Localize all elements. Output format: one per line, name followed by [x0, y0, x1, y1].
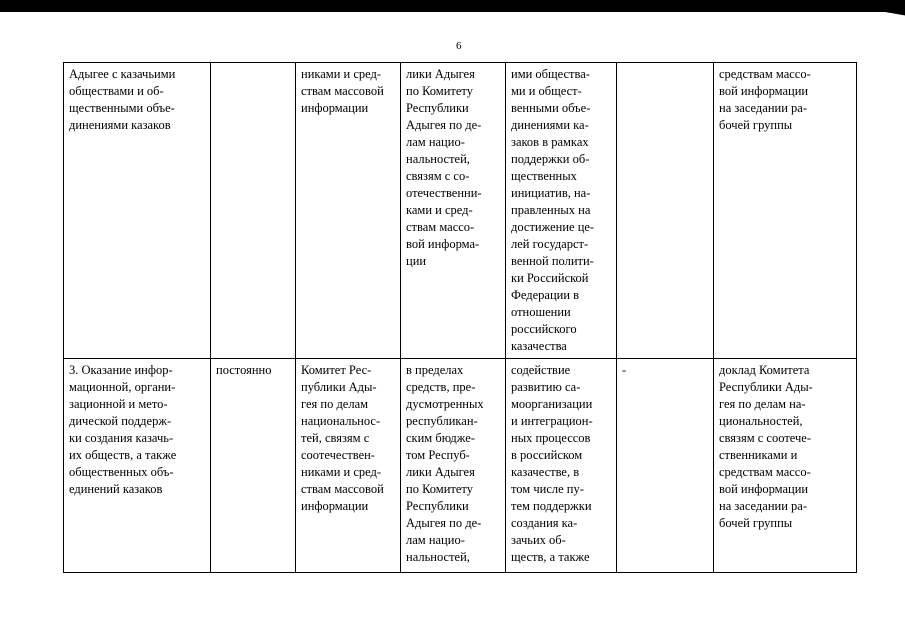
- scan-top-border: [0, 0, 905, 12]
- table-cell-indicator: [617, 63, 714, 359]
- table-cell-event: Адыгее с казачьими обществами и об- щественными объе- динениями казаков: [64, 63, 211, 359]
- table-cell-funding: в пределах средств, пре- дусмотренных республикан- ским бюдже- том Респуб- лики Адыгея по Комитету Республики Адыгея по де- лам нацио- нальностей,: [401, 359, 506, 573]
- table-cell-result: содействие развитию са- моорганизации и интеграцион- ных процессов в российском казачестве, в том числе пу- тем поддержки создания ка- зачьих об- ществ, а также: [506, 359, 617, 573]
- table-cell-executor: никами и сред- ствам массовой информации: [296, 63, 401, 359]
- table-cell-deadline: постоянно: [211, 359, 296, 573]
- table-cell-report: средствам массо- вой информации на заседании ра- бочей группы: [714, 63, 857, 359]
- activity-plan-table: [63, 62, 857, 573]
- table-cell-event: 3. Оказание инфор- мационной, органи- зационной и мето- дической поддерж- ки создания казачь- их обществ, а также общественных объ- единений казаков: [64, 359, 211, 573]
- table-cell-result: ими общества- ми и общест- венными объе- динениями ка- заков в рамках поддержки об- щественных инициатив, на- правленных на достижение це- лей государст- венной полити- ки Российской Федерации в отношении российского казачества: [506, 63, 617, 359]
- table-cell-executor: Комитет Рес- публики Ады- гея по делам национальнос- тей, связям с соотечествен- никами и сред- ствам массовой информации: [296, 359, 401, 573]
- table-row: [64, 359, 857, 573]
- page-number: 6: [456, 40, 462, 52]
- table-cell-indicator: -: [617, 359, 714, 573]
- table-row: [64, 63, 857, 359]
- table-cell-funding: лики Адыгея по Комитету Республики Адыгея по де- лам нацио- нальностей, связям с со- отечественни- ками и сред- ствам массо- вой информа- ции: [401, 63, 506, 359]
- table-cell-deadline: [211, 63, 296, 359]
- table-cell-report: доклад Комитета Республики Ады- гея по делам на- циональностей, связям с соотече- ственниками и средствам массо- вой информации на заседании ра- бочей группы: [714, 359, 857, 573]
